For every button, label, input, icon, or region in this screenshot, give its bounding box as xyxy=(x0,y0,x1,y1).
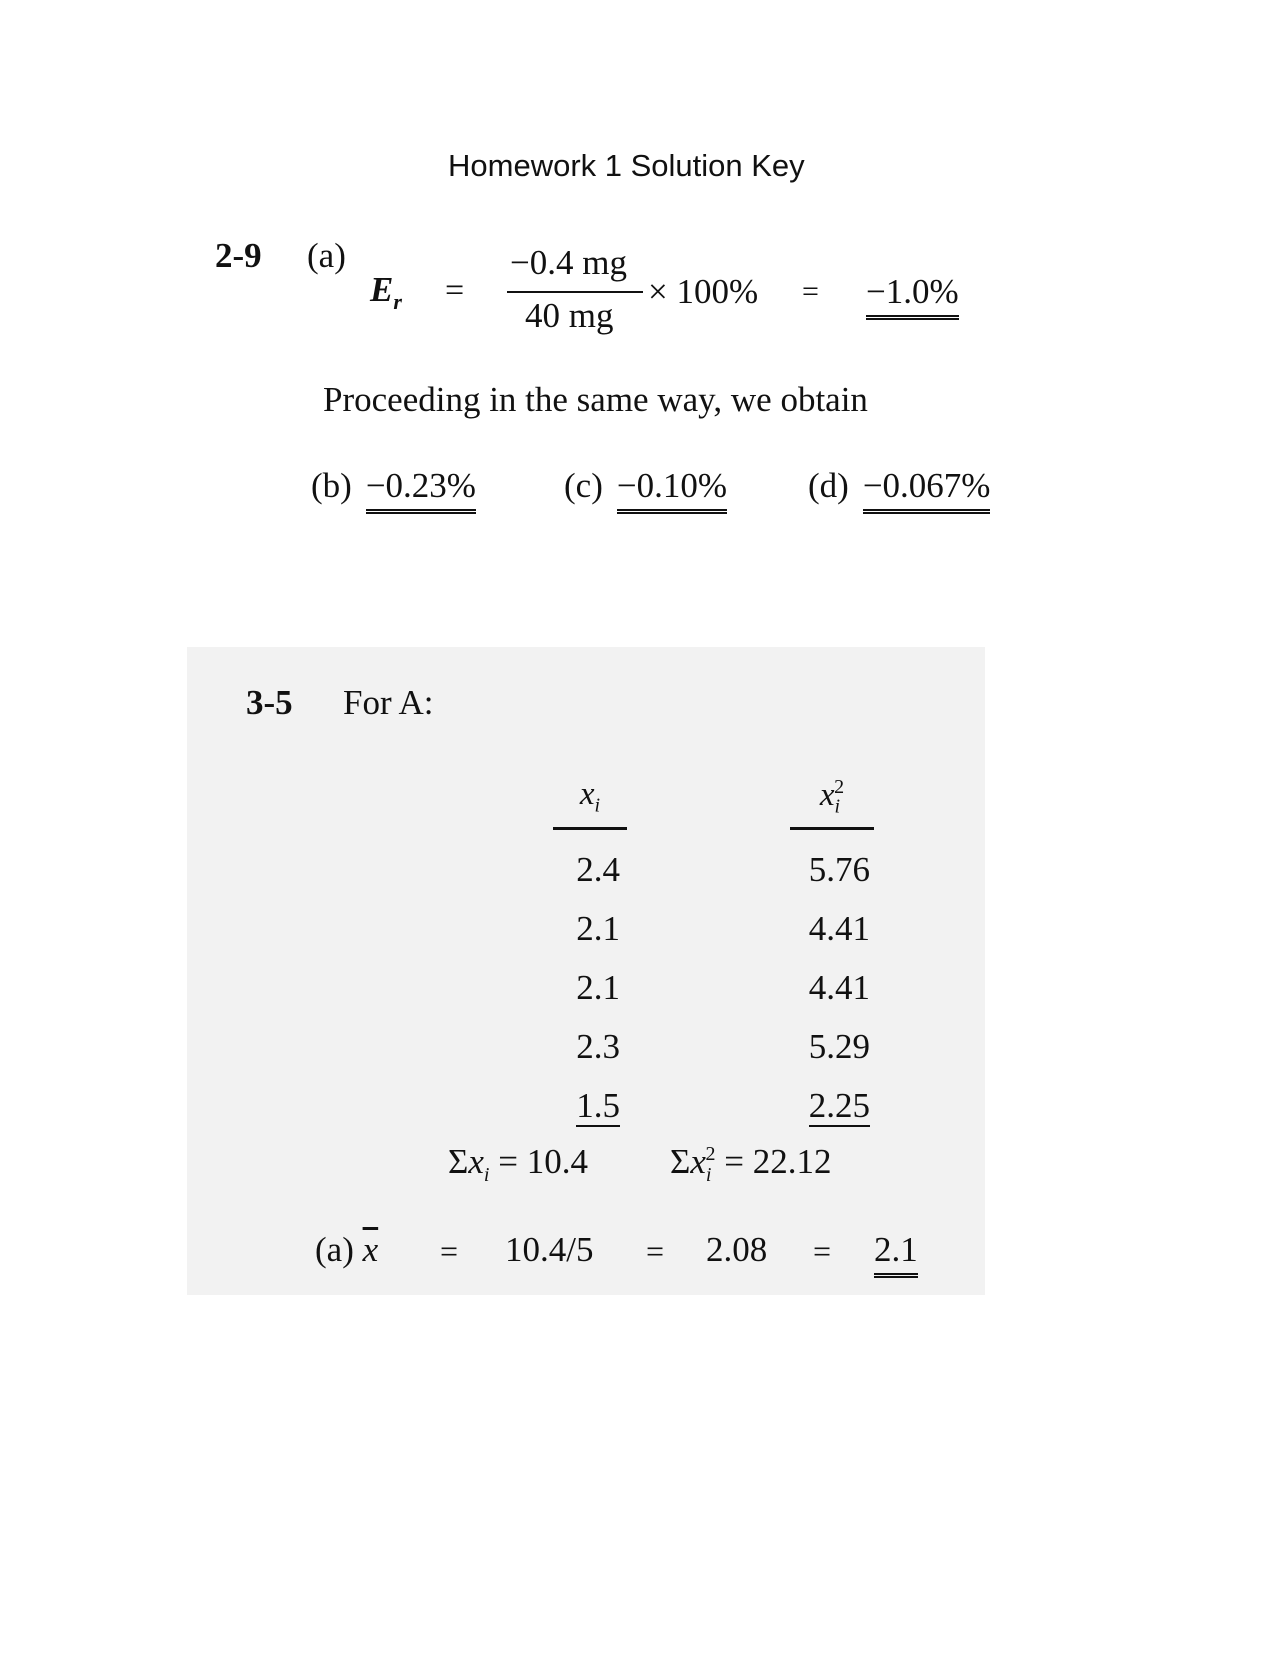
part-value: −0.067% xyxy=(863,466,991,514)
proceeding-sentence: Proceeding in the same way, we obtain xyxy=(323,380,868,419)
table-cell-x-squared: 5.76 xyxy=(808,850,870,889)
column-header-x: $x_i$ xyxy=(579,776,601,817)
multiplier: × 100% xyxy=(648,272,759,311)
equals-sign: = xyxy=(646,1233,665,1269)
part-d-answer xyxy=(808,466,990,514)
sum-x: $\Sigma x_i = 10.4$ xyxy=(448,1142,588,1186)
variable-symbol: E xyxy=(370,270,394,309)
fraction-bar xyxy=(507,291,643,293)
mean-raw-value: 2.08 xyxy=(706,1230,768,1269)
document-title: Homework 1 Solution Key xyxy=(448,148,805,183)
fraction-numerator: −0.4 mg xyxy=(510,243,627,282)
equals-sign: = xyxy=(813,1233,832,1269)
result-value: −1.0% xyxy=(866,272,959,320)
equals-sign: = xyxy=(445,272,465,309)
column-header-rule xyxy=(553,827,627,830)
column-header-x-squared: $x_i^2$ xyxy=(819,776,845,818)
fraction-denominator: 40 mg xyxy=(525,296,614,335)
problem-2-9-part-a-label: (a) xyxy=(307,236,346,275)
table-cell-x-squared: 4.41 xyxy=(808,909,870,948)
equals-sign: = xyxy=(440,1233,459,1269)
table-cell-x-squared: 4.41 xyxy=(808,968,870,1007)
mean-symbol: $\overline{x}$ xyxy=(362,1230,379,1269)
table-cell-x-squared: 5.29 xyxy=(808,1027,870,1066)
problem-2-9-number: 2-9 xyxy=(215,236,262,275)
part-c-answer xyxy=(564,466,727,514)
part-label: (d) xyxy=(808,466,849,505)
problem-3-5-number: 3-5 xyxy=(246,683,293,722)
part-b-answer xyxy=(311,466,476,514)
problem-3-5-label: For A: xyxy=(343,683,434,722)
part-label: (b) xyxy=(311,466,352,505)
part-label: (c) xyxy=(564,466,603,505)
mean-line xyxy=(315,1230,378,1270)
table-cell-x: 2.1 xyxy=(576,909,620,948)
table-cell-x-squared: 2.25 xyxy=(808,1086,870,1125)
table-cell-x: 1.5 xyxy=(576,1086,620,1125)
sum-x-squared: $\Sigma x_i^2 = 22.12$ xyxy=(670,1142,832,1186)
relative-error-symbol xyxy=(370,270,402,315)
table-cell-x: 2.4 xyxy=(576,850,620,889)
variable-subscript: r xyxy=(393,289,402,314)
table-cell-x: 2.1 xyxy=(576,968,620,1007)
part-a-result xyxy=(866,272,959,320)
part-value: −0.10% xyxy=(617,466,727,514)
part-value: −0.23% xyxy=(366,466,476,514)
mean-expression: 10.4/5 xyxy=(505,1230,594,1269)
mean-label: (a) xyxy=(315,1230,354,1269)
column-header-rule xyxy=(790,827,874,830)
equals-sign: = xyxy=(802,275,819,308)
table-cell-x: 2.3 xyxy=(576,1027,620,1066)
mean-result: 2.1 xyxy=(874,1230,918,1278)
